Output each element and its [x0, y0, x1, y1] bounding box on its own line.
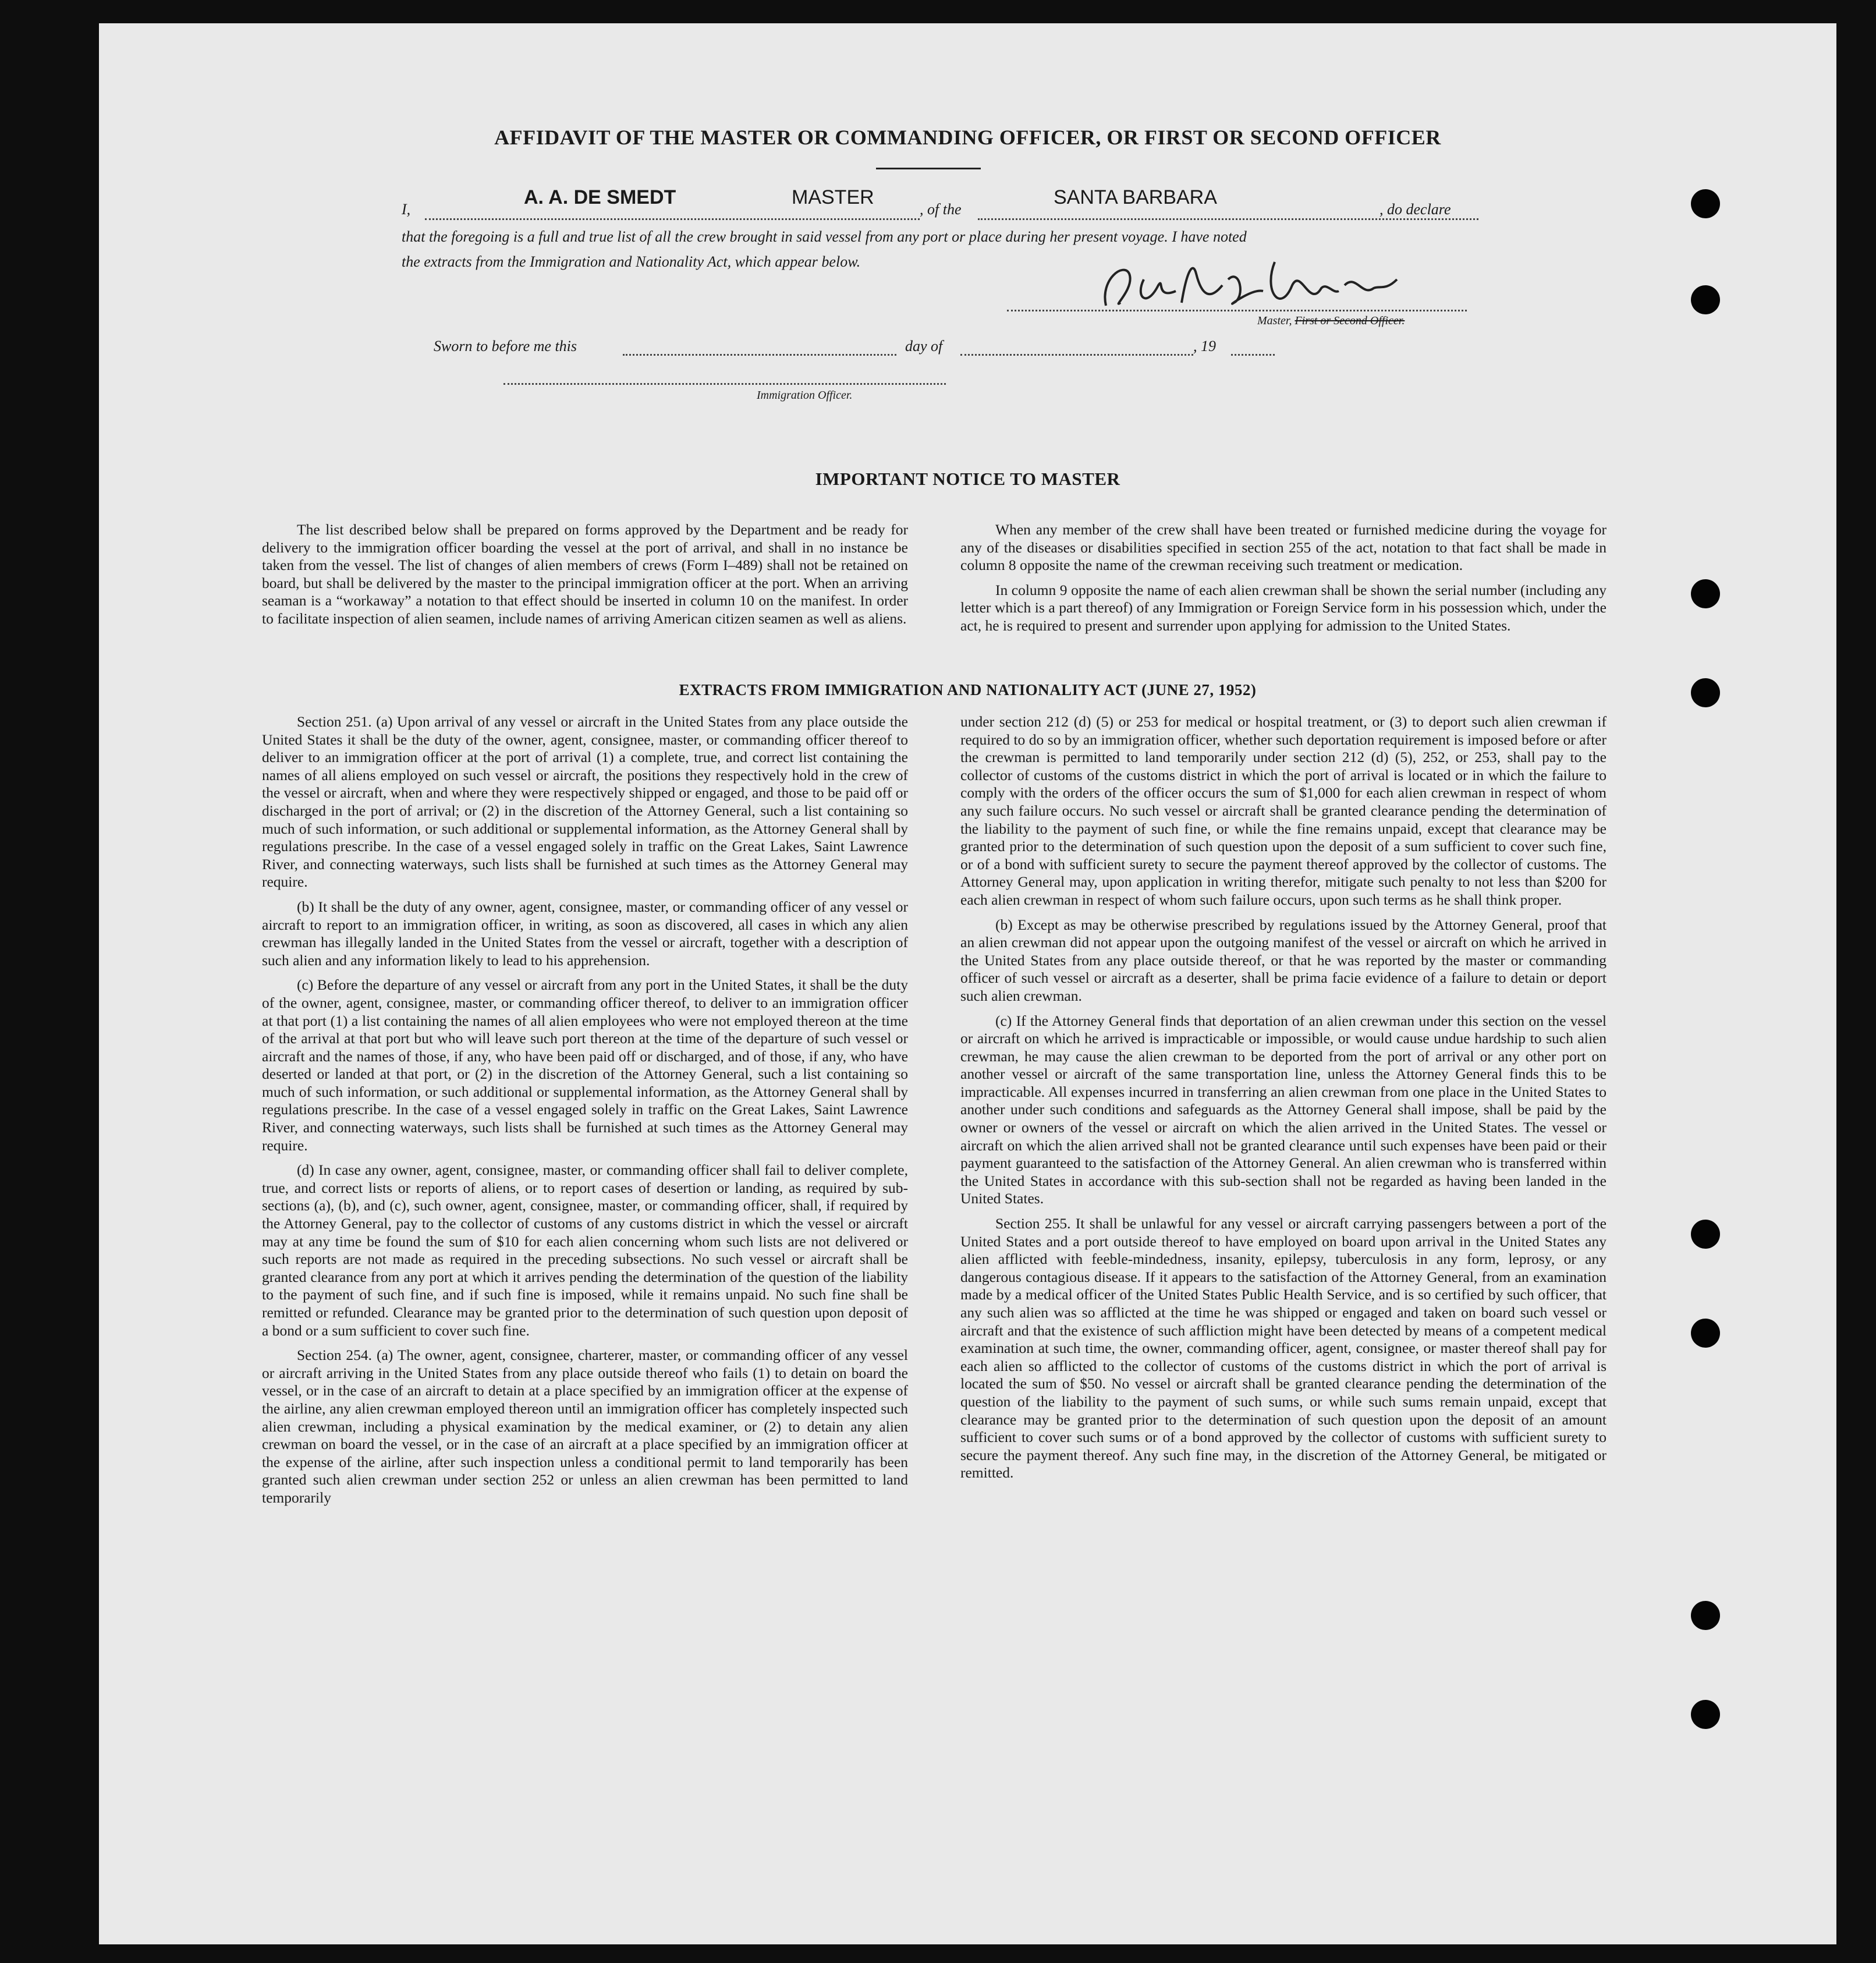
master-rank: MASTER	[792, 186, 874, 208]
officer-signature-line	[503, 383, 946, 385]
affidavit-pronoun: I,	[402, 201, 411, 218]
notice-left-paragraph: The list described below shall be prepared on forms approved by the Department and be ready for delivery to the immigration officer boarding the vessel at the port of arrival, and shall in no instance be taken from the vessel. The list of changes of alien members of crews (Form I–489) shall not be retained on board, but shall be delivered by the master to the principal immigration officer at the port. When an arriving seaman is a “workaway” a notation to that effect should be inserted in column 10 on the manifest. In order to facilitate inspection of alien seamen, include names of arriving American citizen seamen as well as aliens.	[262, 521, 908, 627]
heading-rule	[876, 168, 981, 169]
document-page	[99, 23, 1836, 1944]
year-prefix: , 19	[1193, 338, 1216, 355]
affidavit-statement-1: that the foregoing is a full and true list of all the crew brought in said vessel from any port or place during her present voyage. I have noted	[402, 228, 1247, 245]
extracts-right-column	[960, 713, 1607, 1489]
binder-hole	[1691, 189, 1720, 218]
sworn-label: Sworn to before me this	[434, 338, 577, 355]
of-the-label: , of the	[920, 201, 962, 218]
master-signature	[1088, 245, 1414, 326]
binder-hole	[1691, 285, 1720, 314]
section-254-b: (b) Except as may be otherwise prescribed by regulations issued by the Attorney General, proof that an alien crewman did not appear upon the outgoing manifest of the vessel or aircraft on which he arrived in the United States from any place outside thereof, or that he was reported by the master or commanding officer of such vessel or aircraft as a deserter, shall be prima facie evidence of a failure to detain or deport such alien crewman.	[960, 916, 1607, 1004]
binder-hole	[1691, 1319, 1720, 1348]
vessel-line	[978, 218, 1478, 220]
sworn-year-line	[1231, 354, 1275, 356]
section-254-c: (c) If the Attorney General finds that deportation of an alien crewman under this section on the vessel or aircraft on which he arrived is impracticable or impossible, or would cause undue hardship to such alien crewman, he may cause the alien crewman to be deported from the port of arrival or any other port on another vessel or aircraft of the same transportation line, unless the Attorney General finds this to be impracticable. All expenses incurred in transferring an alien crewman from one place in the United States to another under such conditions and safeguards as the Attorney General shall impose, shall be paid by the owner or owners of the vessel or aircraft on which the alien arrived in the United States. The vessel or aircraft on which the alien arrived shall not be granted clearance until such expenses have been paid or their payment guaranteed to the satisfaction of the Attorney General. An alien crewman who is transferred within the United States in accordance with this sub-section shall not be regarded as having been landed in the United States.	[960, 1012, 1607, 1207]
binder-hole	[1691, 579, 1720, 608]
notice-right-paragraph-2: In column 9 opposite the name of each alien crewman shall be shown the serial number (including any letter which is a part thereof) of any Immigration or Foreign Service form in his possession which, under the act, he is required to present and surrender upon applying for admission to the United States.	[960, 581, 1607, 634]
notice-left-column	[262, 521, 908, 635]
signature-caption-master: Master,	[1257, 314, 1295, 327]
signature-line	[1007, 310, 1467, 311]
section-255: Section 255. It shall be unlawful for any vessel or aircraft carrying passengers between a port of the United States and a port outside thereof to have employed on board upon arrival in the United States any alien afflicted with feeble-mindedness, insanity, epilepsy, tuberculosis in any form, leprosy, or any dangerous contagious disease. If it appears to the satisfaction of the Attorney General, from an examination made by a medical officer of the United States Public Health Service, and is so certified by such officer, that any such alien was so afflicted at the time he was shipped or engaged and taken on board such vessel or aircraft and that the existence of such affliction might have been detected by means of a competent medical examination at such time, the owner, commanding officer, agent, consignee, or master thereof shall pay for each alien so afflicted to the collector of customs of the customs district in which the port of arrival is located the sum of $50. No vessel or aircraft shall be granted clearance pending the determination of the question of the liability to the payment of such sums, or while such sums remain unpaid, except that clearance may be granted prior to the determination of such question upon the deposit of an amount sufficient to cover such sums or of a bond approved by the collector of customs with sufficient surety to secure the payment thereof. Any such fine may, in the discretion of the Attorney General, be mitigated or remitted.	[960, 1215, 1607, 1482]
extracts-left-column	[262, 713, 908, 1514]
section-254-a: Section 254. (a) The owner, agent, consignee, charterer, master, or commanding officer of any vessel or aircraft arriving in the United States from any place outside thereof who fails (1) to detain on board the vessel, or in the case of an aircraft to detain at a place specified by an immigration officer at the expense of the airline, any alien crewman employed thereon until an immigration officer has completely inspected such alien crewman, including a physical examination by the medical examiner, or (2) to detain any alien crewman on board the vessel, or in the case of an aircraft at a place specified by an immigration officer at the expense of the airline, after such inspection unless a conditional permit to land temporarily has been granted such alien crewman under section 252 or unless an alien crewman has been permitted to land temporarily	[262, 1347, 908, 1506]
signature-caption	[1257, 314, 1405, 328]
notice-right-column	[960, 521, 1607, 642]
section-254-a-continued: under section 212 (d) (5) or 253 for medical or hospital treatment, or (3) to deport such alien crewman if required to do so by an immigration officer, whether such deportation requirement is imposed before or after the crewman is permitted to land temporarily under section 212 (d) (5), 252, or 253, shall pay to the collector of customs of the customs district in which the port of arrival is located or in which the failure to comply with the orders of the officer occurs the sum of $1,000 for each alien crewman in respect of whom any such failure occurs. No such vessel or aircraft shall be granted clearance pending the determination of the liability to the payment of such fine, or while the fine remains unpaid, except that clearance may be granted prior to the determination of such question upon the deposit of a sum sufficient to cover such fine, or of a bond with sufficient surety to secure the payment thereof approved by the collector of customs. The Attorney General may, upon application in writing therefor, mitigate such penalty to not less than $200 for each alien crewman in respect of whom such failure occurs, upon such terms as he shall think proper.	[960, 713, 1607, 908]
section-251-a: Section 251. (a) Upon arrival of any vessel or aircraft in the United States from any place outside the United States it shall be the duty of the owner, agent, consignee, master, or commanding officer thereof to deliver to an immigration officer at the port of arrival (1) a complete, true, and correct list containing the names of all aliens employed on such vessel or aircraft, the positions they respectively hold in the crew of the vessel or aircraft, when and where they were respectively shipped or engaged, and those to be paid off or discharged in the port of arrival; or (2) in the discretion of the Attorney General, such a list containing so much of such information, or such additional or supplemental information, as the Attorney General shall by regulations prescribe. In the case of a vessel engaged solely in traffic on the Great Lakes, Saint Lawrence River, and connecting waterways, such lists shall be furnished at such times as the Attorney General may require.	[262, 713, 908, 891]
officer-caption: Immigration Officer.	[757, 389, 853, 402]
affidavit-heading: AFFIDAVIT OF THE MASTER OR COMMANDING OFFICER, OR FIRST OR SECOND OFFICER	[494, 126, 1441, 149]
section-251-c: (c) Before the departure of any vessel or aircraft from any port in the United States, it shall be the duty of the owner, agent, consignee, master, or commanding officer thereof, to deliver to an immigration officer at that port (1) a list containing the names of all alien employees who were not employed thereon at the time of the arrival at that port but who will leave such port thereon at the time of the departure of such vessel or aircraft and the names of those, if any, who have been paid off or discharged, and of those, if any, who have deserted or landed at that port, or (2) in the discretion of the Attorney General, such a list containing so much of such information, or such additional or supplemental information, as the Attorney General shall by regulations prescribe. In the case of a vessel engaged solely in traffic on the Great Lakes, Saint Lawrence River, and connecting waterways, such lists shall be furnished at such times as the Attorney General may require.	[262, 976, 908, 1154]
sworn-month-line	[960, 354, 1193, 356]
sworn-day-line	[623, 354, 896, 356]
vessel-name: SANTA BARBARA	[1054, 186, 1217, 208]
notice-right-paragraph-1: When any member of the crew shall have been treated or furnished medicine during the voyage for any of the diseases or disabilities specified in section 255 of the act, notation to that fact shall be made in column 8 opposite the name of the crewman receiving such treatment or medication.	[960, 521, 1607, 574]
binder-hole	[1691, 1700, 1720, 1729]
name-line	[425, 218, 920, 220]
notice-heading: IMPORTANT NOTICE TO MASTER	[815, 469, 1120, 489]
do-declare-label: , do declare	[1379, 201, 1451, 218]
day-of-label: day of	[905, 338, 943, 355]
section-251-d: (d) In case any owner, agent, consignee, master, or commanding officer shall fail to deliver complete, true, and correct lists or reports of aliens, or to report cases of desertion or landing, as required by sub-sections (a), (b), and (c), such owner, agent, consignee, master, or commanding officer, shall, if required by the Attorney General, pay to the collector of customs of any customs district in which the vessel or aircraft may at any time be found the sum of $10 for each alien concerning whom such lists are not delivered or such reports are not made as required in the preceding subsections. No such vessel or aircraft shall be granted clearance from any port at which it arrives pending the determination of the question of the liability to the payment of such fine, and if such fine is imposed, while it remains unpaid. No such fine shall be remitted or refunded. Clearance may be granted prior to the determination of such question upon deposit of a bond or a sum sufficient to cover such fine.	[262, 1161, 908, 1339]
extracts-heading: EXTRACTS FROM IMMIGRATION AND NATIONALITY ACT (JUNE 27, 1952)	[679, 681, 1257, 699]
binder-hole	[1691, 1601, 1720, 1630]
master-name: A. A. DE SMEDT	[524, 186, 676, 208]
affidavit-statement-2: the extracts from the Immigration and Nationality Act, which appear below.	[402, 253, 861, 270]
binder-hole	[1691, 1220, 1720, 1249]
section-251-b: (b) It shall be the duty of any owner, agent, consignee, master, or commanding officer of any vessel or aircraft to report to an immigration officer, in writing, as soon as discovered, all cases in which any alien crewman has illegally landed in the United States from the vessel or aircraft, together with a description of such alien and any information likely to lead to his apprehension.	[262, 898, 908, 969]
signature-caption-struck: First or Second Officer.	[1295, 314, 1405, 327]
